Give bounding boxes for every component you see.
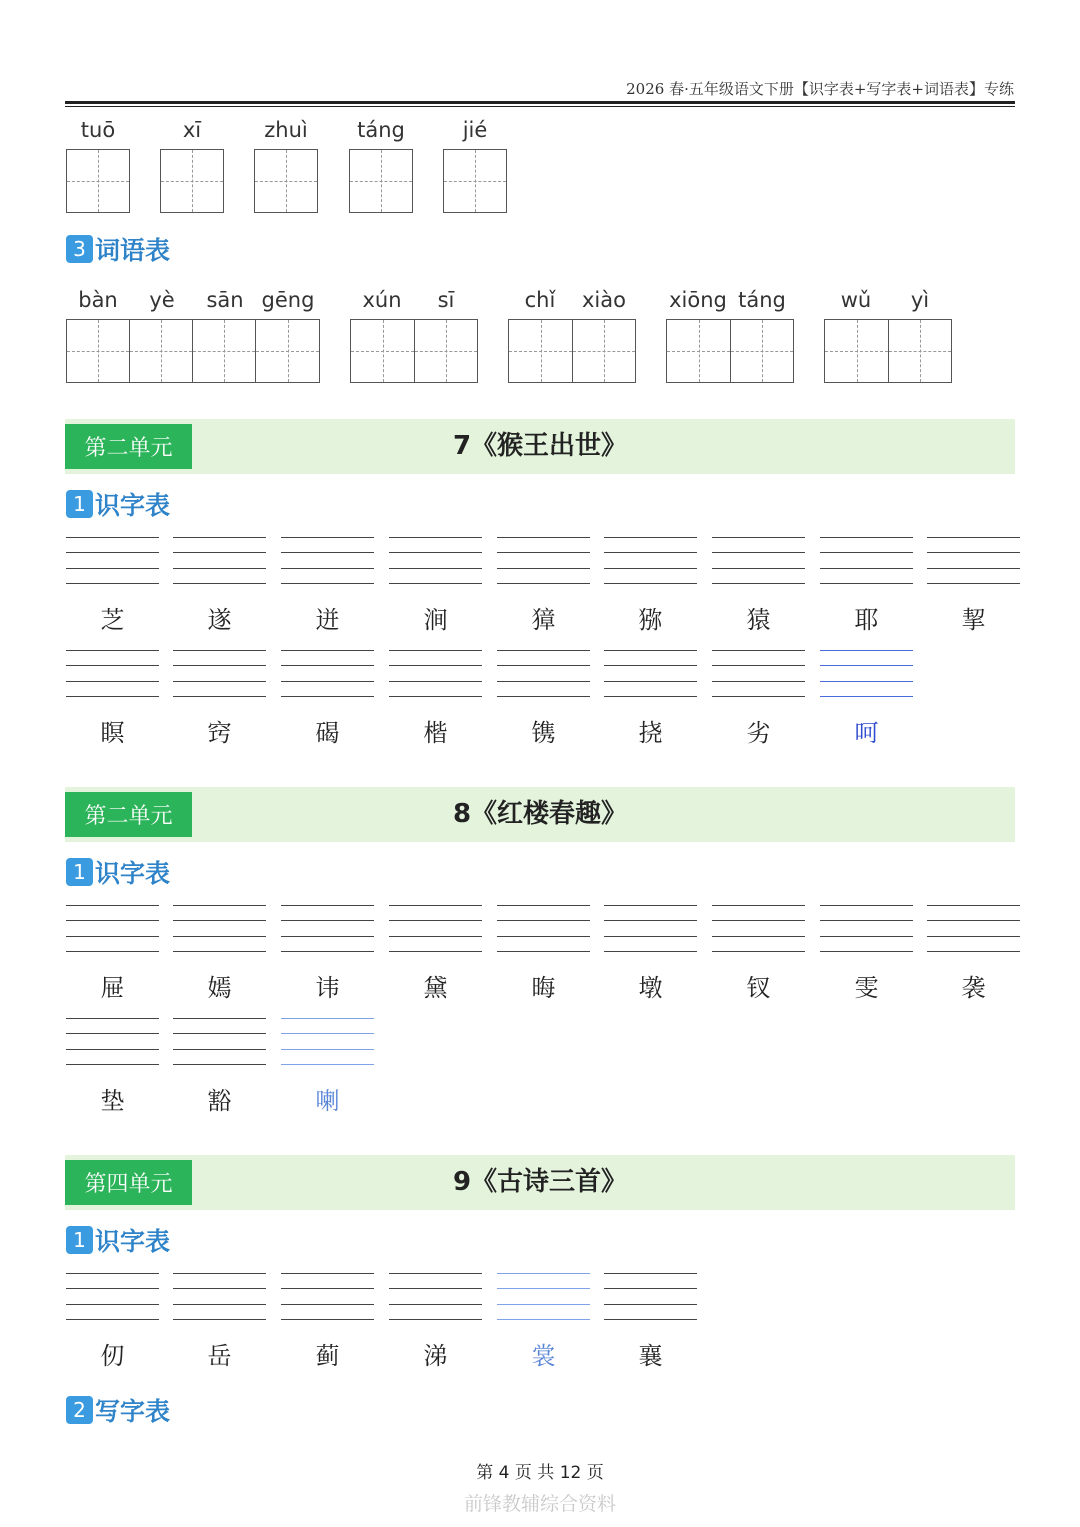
pinyin-label: wǔ <box>840 288 872 312</box>
hanzi-character: 屉 <box>100 974 125 1002</box>
writing-box[interactable] <box>66 319 130 383</box>
hanzi-character: 岳 <box>207 1342 232 1370</box>
document-title: 2026 春·五年级语文下册【识字表+写字表+词语表】专练 <box>626 80 1014 98</box>
hanzi-character: 窍 <box>207 719 232 747</box>
pinyin-label: yè <box>149 288 175 312</box>
pinyin-label: xiào <box>582 288 626 312</box>
pinyin-writing-lines[interactable] <box>820 650 913 698</box>
unit-tag: 第二单元 <box>65 792 192 837</box>
hanzi-character: 芝 <box>100 606 125 634</box>
pinyin-writing-lines[interactable] <box>927 537 1020 585</box>
hanzi-character: 碣 <box>315 719 340 747</box>
pinyin-writing-lines[interactable] <box>604 1273 697 1321</box>
pinyin-writing-lines[interactable] <box>712 905 805 953</box>
hanzi-character: 挠 <box>638 719 663 747</box>
pinyin-writing-lines[interactable] <box>497 537 590 585</box>
section-heading-literacy <box>66 857 170 887</box>
section-heading-literacy <box>66 489 170 519</box>
hanzi-character: 獐 <box>531 606 556 634</box>
pinyin-writing-lines[interactable] <box>712 650 805 698</box>
unit-tag: 第二单元 <box>65 424 192 469</box>
section-number-badge: 3 <box>66 235 93 263</box>
pinyin-writing-lines[interactable] <box>173 537 266 585</box>
pinyin-writing-lines[interactable] <box>604 650 697 698</box>
pinyin-writing-lines[interactable] <box>281 1273 374 1321</box>
pinyin-label: sān <box>206 288 244 312</box>
hanzi-character: 黛 <box>423 974 448 1002</box>
hanzi-character: 遂 <box>207 606 232 634</box>
pinyin-label: táng <box>357 118 405 142</box>
pinyin-label: chǐ <box>524 288 556 312</box>
section-label: 识字表 <box>95 491 171 520</box>
hanzi-character: 豁 <box>207 1087 232 1115</box>
pinyin-label: xī <box>182 118 202 142</box>
pinyin-writing-lines[interactable] <box>389 650 482 698</box>
hanzi-character: 雯 <box>854 974 879 1002</box>
section-number-badge: 1 <box>66 858 93 886</box>
pinyin-label: jié <box>462 118 488 142</box>
hanzi-character: 呵 <box>854 719 879 747</box>
pinyin-label: tuō <box>80 118 116 142</box>
writing-box[interactable] <box>508 319 573 383</box>
writing-box[interactable] <box>129 319 193 383</box>
writing-box[interactable] <box>888 319 952 383</box>
hanzi-character: 垫 <box>100 1087 125 1115</box>
hanzi-character: 嫣 <box>207 974 232 1002</box>
hanzi-character: 瞑 <box>100 719 125 747</box>
pinyin-writing-lines[interactable] <box>497 905 590 953</box>
pinyin-writing-lines[interactable] <box>389 1273 482 1321</box>
hanzi-character: 讳 <box>315 974 340 1002</box>
pinyin-writing-lines[interactable] <box>173 905 266 953</box>
watermark: 前锋教辅综合资料 <box>463 1493 616 1515</box>
hanzi-character: 钗 <box>746 974 771 1002</box>
pinyin-writing-lines[interactable] <box>173 650 266 698</box>
writing-box[interactable] <box>349 149 413 213</box>
pinyin-writing-lines[interactable] <box>281 1018 374 1066</box>
pinyin-label: gēng <box>261 288 315 312</box>
pinyin-label: xún <box>362 288 402 312</box>
pinyin-writing-lines[interactable] <box>281 537 374 585</box>
writing-box[interactable] <box>255 319 320 383</box>
pinyin-writing-lines[interactable] <box>604 537 697 585</box>
writing-box[interactable] <box>254 149 318 213</box>
writing-box[interactable] <box>443 149 507 213</box>
page-number: 第 4 页 共 12 页 <box>476 1463 604 1483</box>
section-heading-literacy <box>66 1225 170 1255</box>
hanzi-character: 挈 <box>961 606 986 634</box>
writing-box[interactable] <box>666 319 731 383</box>
hanzi-character: 袭 <box>961 974 986 1002</box>
writing-box[interactable] <box>824 319 889 383</box>
pinyin-label: zhuì <box>264 118 308 142</box>
hanzi-character: 墩 <box>638 974 663 1002</box>
writing-box[interactable] <box>414 319 478 383</box>
pinyin-writing-lines[interactable] <box>66 1273 159 1321</box>
hanzi-character: 耶 <box>854 606 879 634</box>
section-label: 词语表 <box>95 236 171 265</box>
lesson-banner <box>65 787 1015 842</box>
lesson-title: 9《古诗三首》 <box>452 1167 628 1197</box>
section-label: 识字表 <box>95 1227 171 1256</box>
writing-box[interactable] <box>350 319 415 383</box>
pinyin-writing-lines[interactable] <box>497 650 590 698</box>
pinyin-label: bàn <box>78 288 118 312</box>
writing-box[interactable] <box>160 149 224 213</box>
pinyin-writing-lines[interactable] <box>712 537 805 585</box>
pinyin-label: xiōng <box>669 288 727 312</box>
section-number-badge: 1 <box>66 490 93 518</box>
section-number-badge: 2 <box>66 1396 93 1424</box>
hanzi-character: 镌 <box>531 719 556 747</box>
pinyin-writing-lines[interactable] <box>927 905 1020 953</box>
pinyin-writing-lines[interactable] <box>66 1018 159 1066</box>
pinyin-writing-lines[interactable] <box>173 1273 266 1321</box>
pinyin-writing-lines[interactable] <box>66 650 159 698</box>
header-rule-thin <box>65 106 1015 107</box>
pinyin-label: yì <box>910 288 930 312</box>
pinyin-label: táng <box>738 288 786 312</box>
pinyin-writing-lines[interactable] <box>497 1273 590 1321</box>
writing-box[interactable] <box>572 319 636 383</box>
hanzi-character: 喇 <box>315 1087 340 1115</box>
pinyin-writing-lines[interactable] <box>820 905 913 953</box>
pinyin-writing-lines[interactable] <box>66 905 159 953</box>
hanzi-character: 涧 <box>423 606 448 634</box>
lesson-title: 8《红楼春趣》 <box>452 799 628 829</box>
hanzi-character: 涕 <box>423 1342 448 1370</box>
pinyin-writing-lines[interactable] <box>173 1018 266 1066</box>
pinyin-writing-lines[interactable] <box>281 905 374 953</box>
unit-tag: 第四单元 <box>65 1160 192 1205</box>
section-heading-vocab <box>66 234 170 264</box>
pinyin-writing-lines[interactable] <box>66 537 159 585</box>
section-number-badge: 1 <box>66 1226 93 1254</box>
hanzi-character: 劣 <box>746 719 771 747</box>
pinyin-writing-lines[interactable] <box>389 537 482 585</box>
hanzi-character: 仞 <box>100 1342 125 1370</box>
hanzi-character: 猿 <box>746 606 771 634</box>
section-heading-writing <box>66 1395 170 1425</box>
hanzi-character: 蓟 <box>315 1342 340 1370</box>
hanzi-character: 楷 <box>423 719 448 747</box>
section-label: 识字表 <box>95 859 171 888</box>
writing-box[interactable] <box>730 319 794 383</box>
writing-box[interactable] <box>66 149 130 213</box>
pinyin-writing-lines[interactable] <box>389 905 482 953</box>
pinyin-writing-lines[interactable] <box>281 650 374 698</box>
lesson-banner <box>65 1155 1015 1210</box>
hanzi-character: 裳 <box>531 1342 556 1370</box>
hanzi-character: 迸 <box>315 606 340 634</box>
header-rule <box>65 101 1015 104</box>
pinyin-label: sī <box>437 288 455 312</box>
lesson-banner <box>65 419 1015 474</box>
hanzi-character: 晦 <box>531 974 556 1002</box>
section-label: 写字表 <box>95 1397 171 1426</box>
hanzi-character: 襄 <box>638 1342 663 1370</box>
hanzi-character: 猕 <box>638 606 663 634</box>
pinyin-writing-lines[interactable] <box>820 537 913 585</box>
pinyin-writing-lines[interactable] <box>604 905 697 953</box>
writing-box[interactable] <box>192 319 256 383</box>
lesson-title: 7《猴王出世》 <box>452 431 628 461</box>
